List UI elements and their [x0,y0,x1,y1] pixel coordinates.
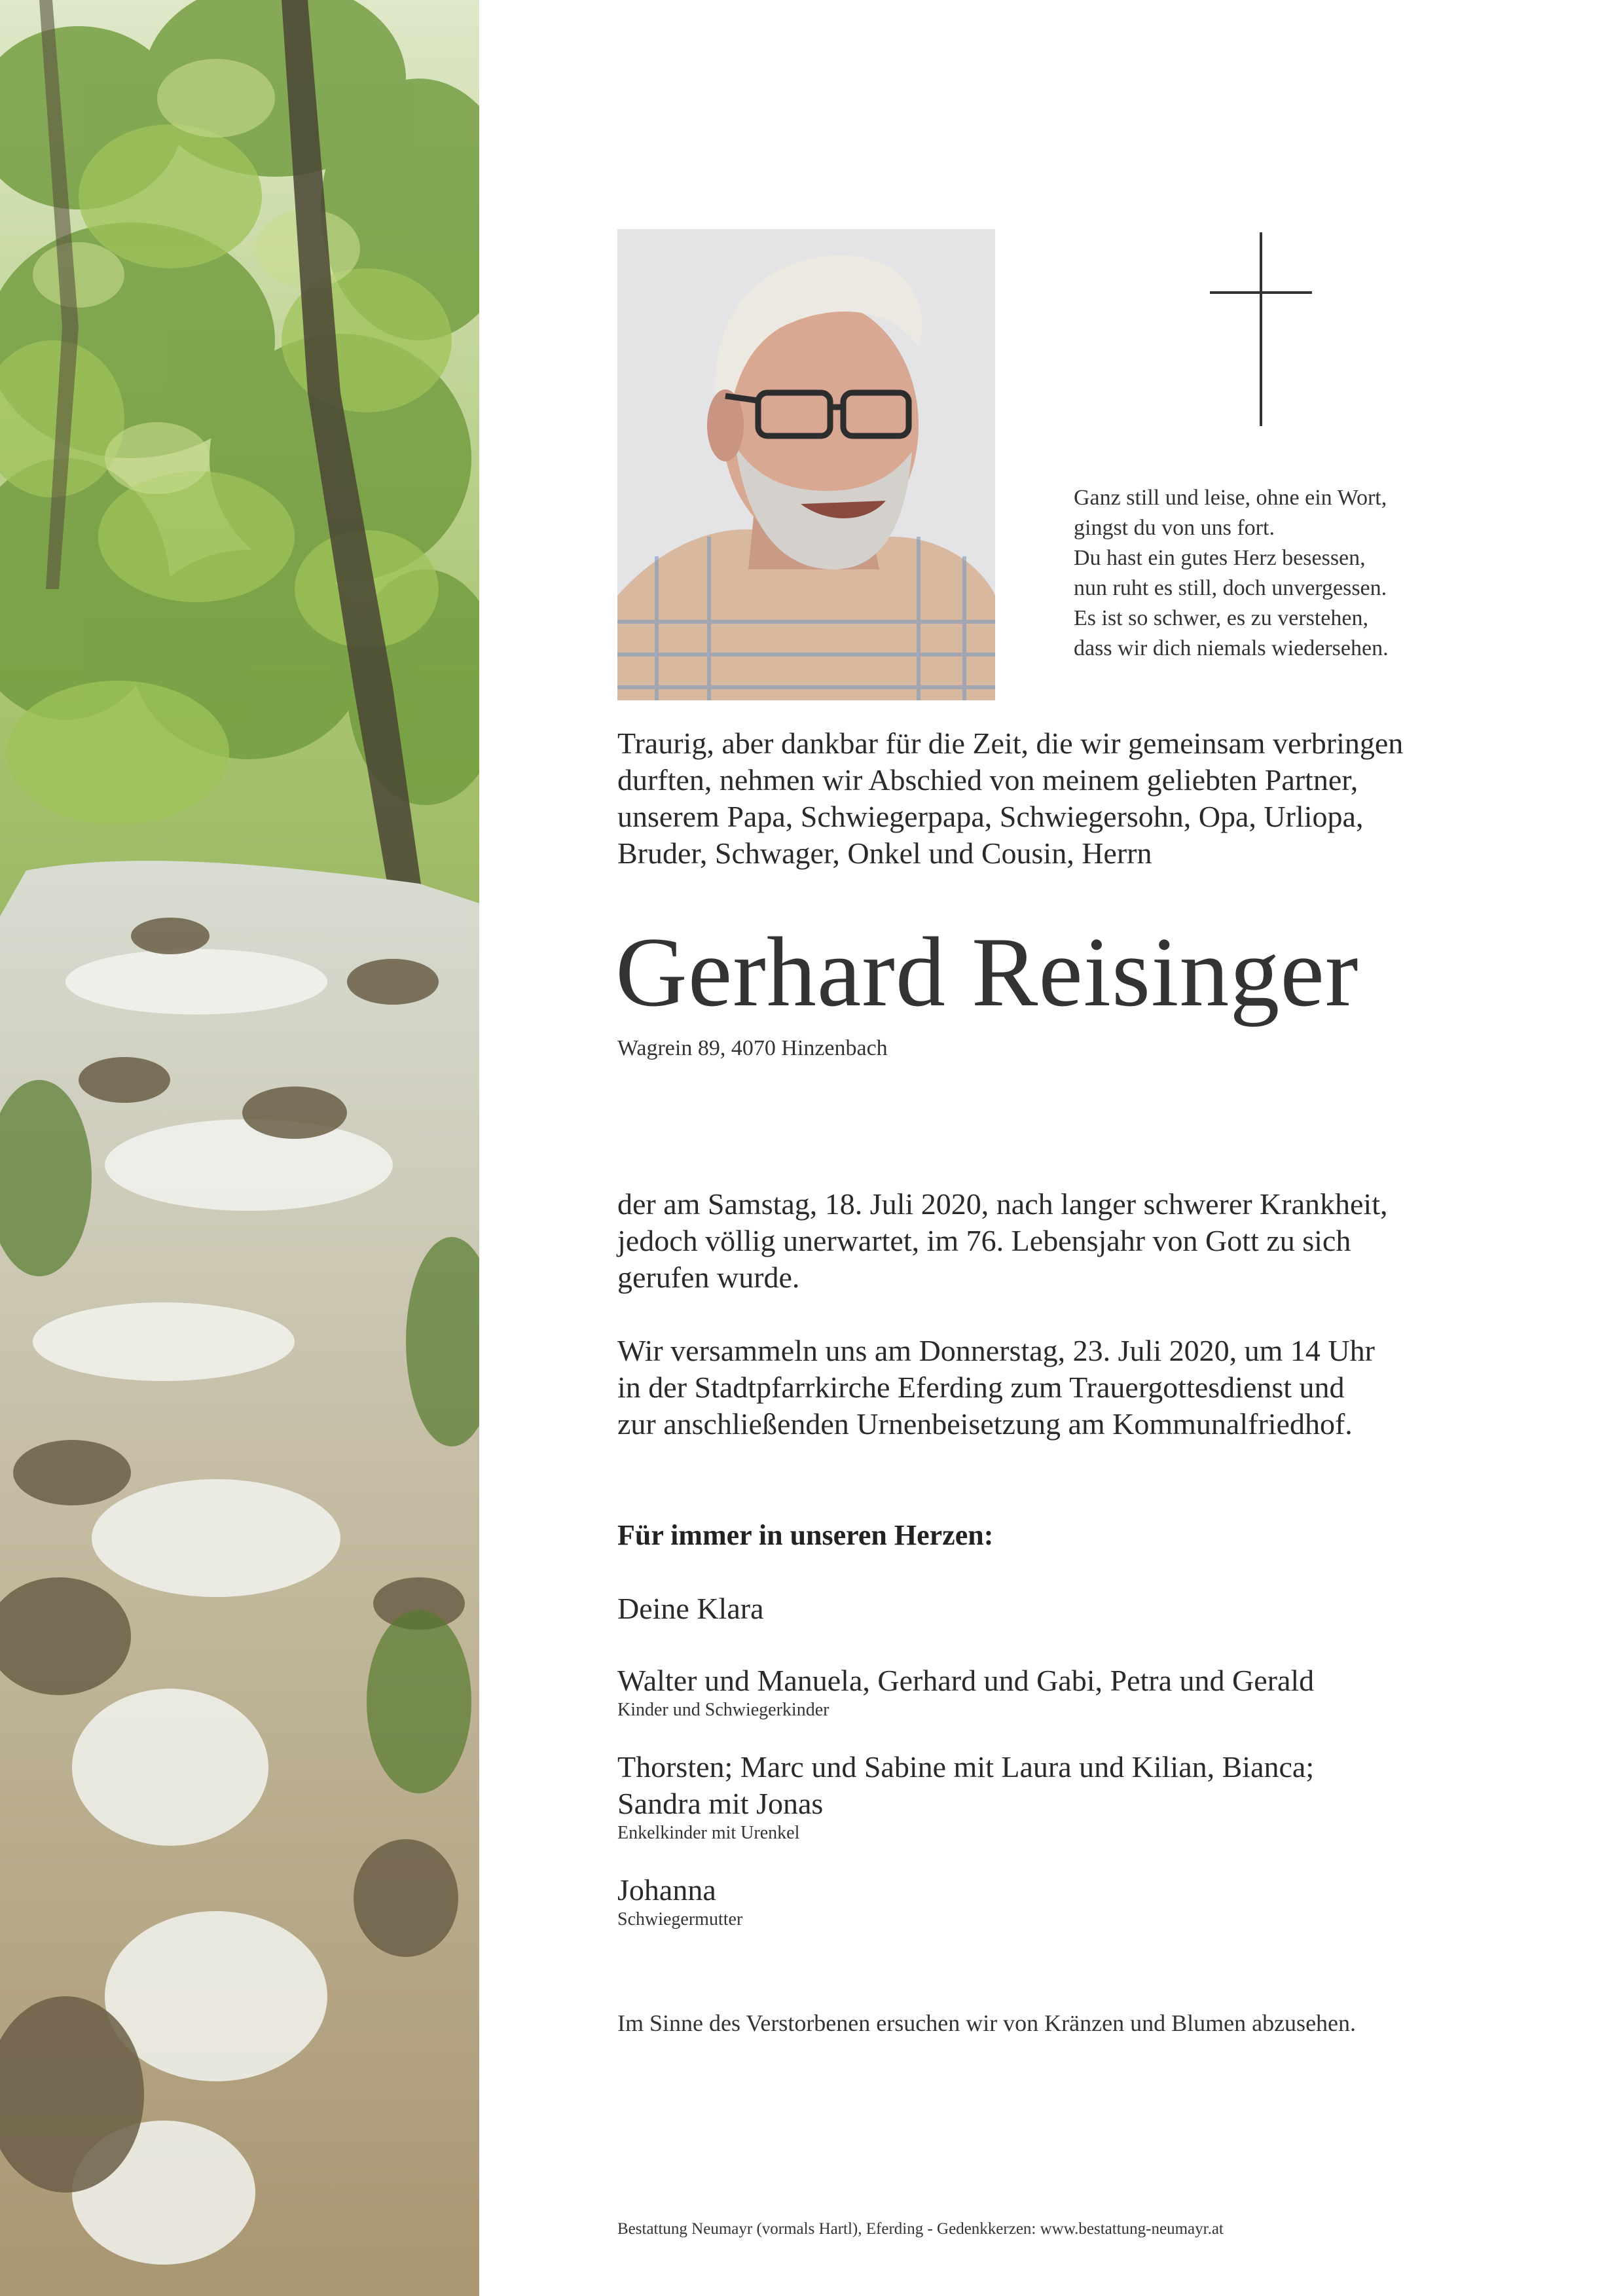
deceased-name: Gerhard Reisinger [615,917,1359,1027]
mourner-relation: Enkelkinder mit Urenkel [617,1823,800,1843]
funeral-home-footer: Bestattung Neumayr (vormals Hartl), Eferding - Gedenkkerzen: www.bestattung-neumayr.at [617,2220,1224,2238]
poem-line: Ganz still und leise, ohne ein Wort, [1074,486,1387,510]
intro-line: durften, nehmen wir Abschied von meinem geliebten Partner, [617,763,1359,797]
poem-line: Es ist so schwer, es zu verstehen, [1074,606,1368,630]
deceased-address: Wagrein 89, 4070 Hinzenbach [617,1036,888,1060]
service-line: Wir versammeln uns am Donnerstag, 23. Juli 2020, um 14 Uhr [617,1334,1375,1367]
mourners-heading: Für immer in unseren Herzen: [617,1519,994,1551]
mourner-group [617,1749,1314,1844]
poem-line: gingst du von uns fort. [1074,516,1275,540]
intro-text [617,725,1488,872]
forest-stream-photo [0,0,479,2296]
service-line: zur anschließenden Urnenbeisetzung am Kommunalfriedhof. [617,1407,1353,1441]
portrait-photo [617,229,995,700]
poem-line: Du hast ein gutes Herz besessen, [1074,546,1366,570]
service-line: in der Stadtpfarrkirche Eferding zum Trauergottesdienst und [617,1371,1345,1404]
mourner-names: Johanna [617,1873,716,1907]
mourner-group [617,1662,1314,1721]
cross-icon [1210,232,1312,426]
death-notice [617,1186,1488,1296]
mourner-relation: Kinder und Schwiegerkinder [617,1700,830,1720]
mourner-names: Thorsten; Marc und Sabine mit Laura und Kilian, Bianca; [617,1750,1315,1784]
death-notice-line: jedoch völlig unerwartet, im 76. Lebensjahr von Gott zu sich [617,1224,1351,1257]
mourner-group [617,1590,764,1627]
poem [1074,483,1467,664]
mourner-names: Walter und Manuela, Gerhard und Gabi, Petra und Gerald [617,1664,1315,1697]
poem-line: nun ruht es still, doch unvergessen. [1074,576,1387,600]
death-notice-line: der am Samstag, 18. Juli 2020, nach langer schwerer Krankheit, [617,1187,1388,1221]
service-details [617,1333,1488,1443]
flowers-request: Im Sinne des Verstorbenen ersuchen wir von Kränzen und Blumen abzusehen. [617,2010,1357,2036]
mourner-group [617,1872,742,1931]
intro-line: Bruder, Schwager, Onkel und Cousin, Herrn [617,836,1152,870]
mourner-names: Sandra mit Jonas [617,1787,824,1820]
death-notice-line: gerufen wurde. [617,1261,800,1294]
mourner-relation: Schwiegermutter [617,1909,743,1929]
poem-line: dass wir dich niemals wiedersehen. [1074,636,1389,660]
intro-line: unserem Papa, Schwiegerpapa, Schwiegersohn, Opa, Urliopa, [617,800,1364,833]
mourner-names: Deine Klara [617,1592,764,1625]
intro-line: Traurig, aber dankbar für die Zeit, die wir gemeinsam verbringen [617,726,1404,760]
